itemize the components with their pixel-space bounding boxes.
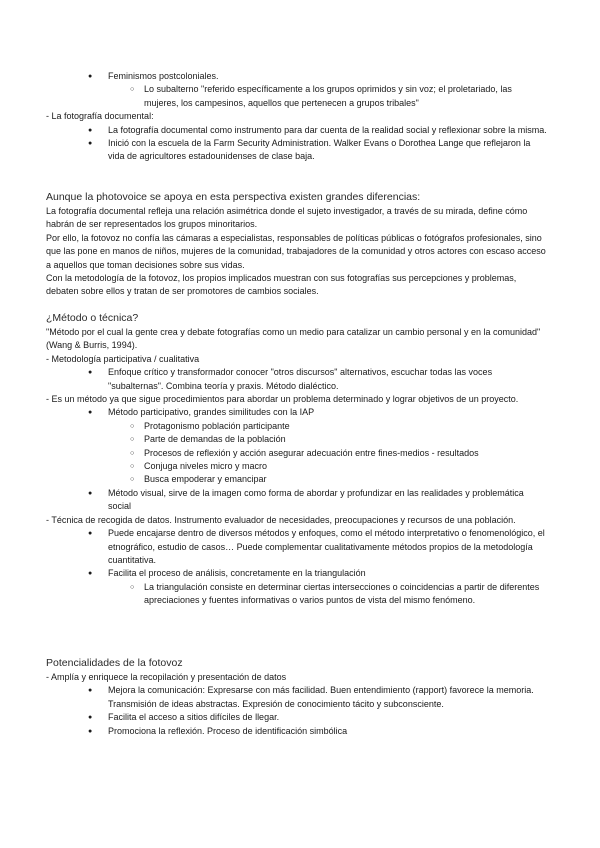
bullet-feminismos: ● Feminismos postcoloniales. — [46, 70, 548, 83]
bullet-comunicacion: ● Mejora la comunicación: Expresarse con más facilidad. Buen entendimiento (rapport) favorece la memoria. Transmisión de ideas abstractas. Expresión de conocimiento tácito y subconsciente. — [46, 684, 548, 711]
section-diferencias — [46, 190, 548, 299]
bullet-participativo: ● Método participativo, grandes similitudes con la IAP — [46, 406, 548, 419]
dash-fotografia-documental: - La fotografía documental: — [46, 111, 154, 122]
bullet-inicio: ● Inició con la escuela de la Farm Security Administration. Walker Evans o Dorothea Lange que reflejaron la vida de agricultores estadounidenses de clase baja. — [46, 137, 548, 164]
sub-bullet-triangulacion: ○ La triangulación consiste en determinar ciertas intersecciones o coincidencias a partir de diferentes apreciaciones y fuentes informativas o varios puntos de vista del mismo fenómeno. — [46, 581, 548, 608]
dash-metodo: - Es un método ya que sigue procedimientos para abordar un problema determinado y lograr objetivos de un proyecto. — [46, 394, 519, 405]
sub-item-reflexion-accion: ○ Procesos de reflexión y acción asegurar adecuación entre fines-medios - resultados — [46, 447, 548, 460]
quote-definicion: "Método por el cual la gente crea y debate fotografías como un medio para catalizar un cambio personal y en la comunidad" (Wang & Burris, 1994). — [46, 327, 541, 351]
heading-diferencias: Aunque la photovoice se apoya en esta perspectiva existen grandes diferencias: — [46, 191, 421, 203]
bullet-enfoque: ● Enfoque crítico y transformador conocer "otros discursos" alternativos, escuchar todas las voces "subalternas". Combina teoría y praxis. Método dialéctico. — [46, 366, 548, 393]
sub-item-demandas: ○ Parte de demandas de la población — [46, 433, 548, 446]
bullet-instrumento: ● La fotografía documental como instrumento para dar cuenta de la realidad social y reflexionar sobre la misma. — [46, 124, 548, 137]
sub-item-micro-macro: ○ Conjuga niveles micro y macro — [46, 460, 548, 473]
bullet-acceso: ● Facilita el acceso a sitios difíciles de llegar. — [46, 711, 548, 724]
paragraph-por-ello: Por ello, la fotovoz no confía las cámaras a especialistas, responsables de políticas públicas o fotógrafos profesionales, sino que las pone en manos de niños, mujeres de la comunidad, trabajadores de la comunidad y otros actores con escaso acceso a aquellos que toman decisiones sobre sus vidas. — [46, 232, 546, 270]
section-metodo-tecnica — [46, 311, 548, 608]
bullet-encajarse: ● Puede encajarse dentro de diversos métodos y enfoques, como el método interpretativo o fenomenológico, el etnográfico, estudio de casos… Puede complementar cualitativamente métodos propios de la metodología cuantitativa. — [46, 527, 548, 567]
dash-tecnica: - Técnica de recogida de datos. Instrumento evaluador de necesidades, preocupaciones y recursos de una población. — [46, 514, 516, 525]
bullet-facilita-analisis: ● Facilita el proceso de análisis, concretamente en la triangulación — [46, 567, 548, 580]
sub-item-protagonismo: ○ Protagonismo población participante — [46, 420, 548, 433]
sub-item-empoderar: ○ Busca empoderar y emancipar — [46, 473, 548, 486]
dash-amplia: - Amplía y enriquece la recopilación y presentación de datos — [46, 672, 287, 682]
bullet-visual: ● Método visual, sirve de la imagen como forma de abordar y profundizar en las realidades y problemática social — [46, 487, 548, 514]
section-potencialidades — [46, 656, 548, 738]
dash-metodologia: - Metodología participativa / cualitativa — [46, 353, 200, 364]
section-feminismos — [46, 70, 548, 164]
bullet-reflexion: ● Promociona la reflexión. Proceso de identificación simbólica — [46, 725, 548, 738]
sub-bullet-subalterno: ○ Lo subalterno "referido específicamente a los grupos oprimidos y sin voz; el proletariado, las mujeres, los campesinos, aquellos que pertenecen a grupos tribales" — [46, 83, 548, 110]
paragraph-asimetrica: La fotografía documental refleja una relación asimétrica donde el sujeto investigador, a través de su mirada, define cómo habrán de ser representados los grupos minoritarios. — [46, 206, 528, 230]
heading-potencialidades: Potencialidades de la fotovoz — [46, 657, 183, 669]
heading-metodo-tecnica: ¿Método o técnica? — [46, 312, 139, 324]
paragraph-metodologia: Con la metodología de la fotovoz, los propios implicados muestran con sus fotografías sus percepciones y problemas, debaten sobre ellos y tratan de ser promotores de cambios sociales. — [46, 273, 517, 297]
